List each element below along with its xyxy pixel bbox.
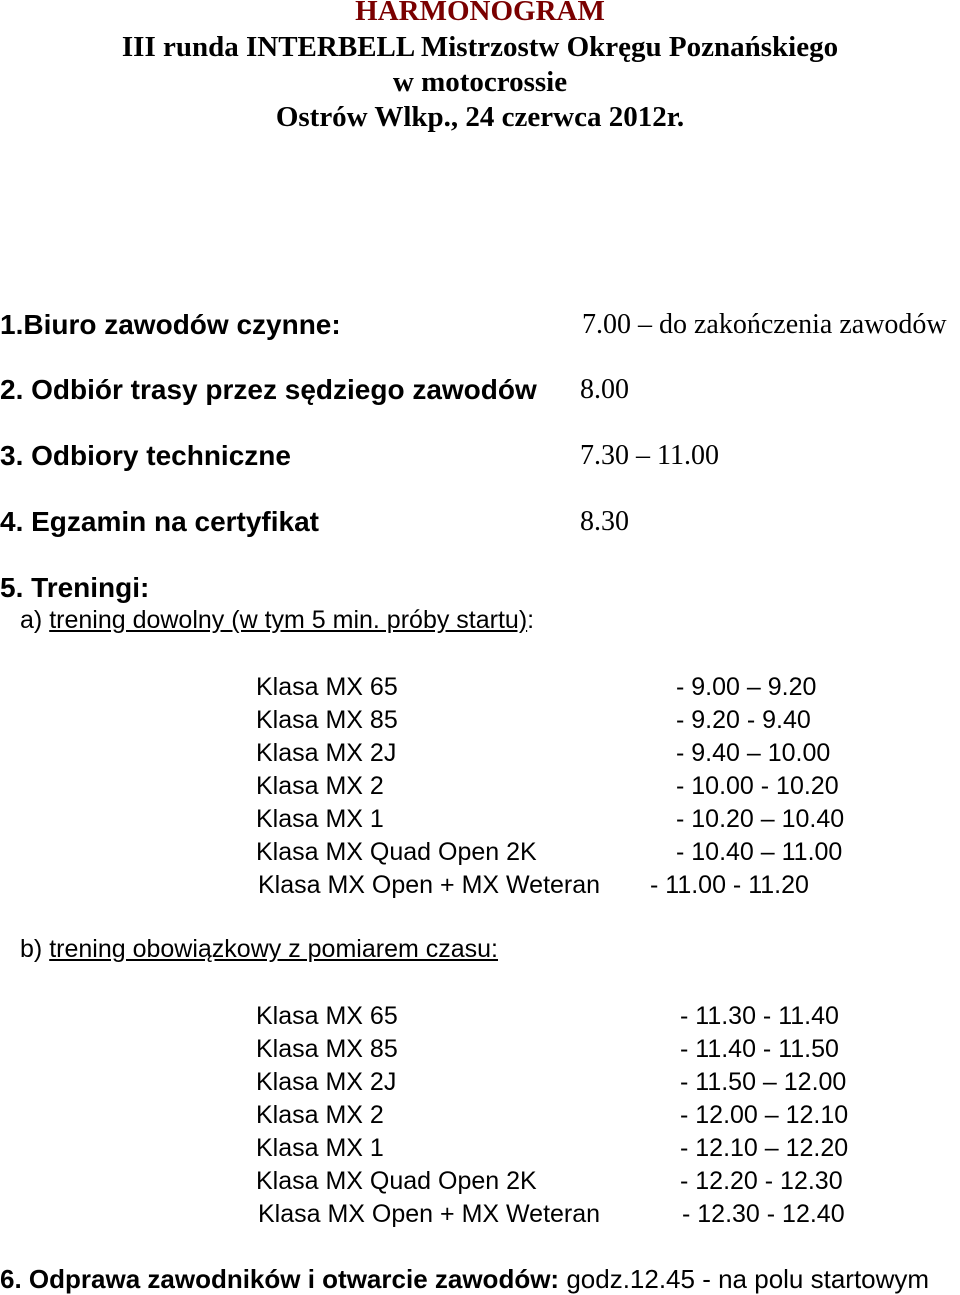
class-name: Klasa MX Quad Open 2K xyxy=(256,838,537,866)
class-name: Klasa MX 2 xyxy=(256,772,384,800)
schedule-item-trainings xyxy=(0,572,149,605)
training-b-label: trening obowiązkowy z pomiarem czasu: xyxy=(49,935,498,963)
schedule-item-briefing xyxy=(0,1264,929,1295)
class-name: Klasa MX 1 xyxy=(256,805,384,833)
item-label: 2. Odbiór trasy przez sędziego zawodów xyxy=(0,374,537,405)
class-name: Klasa MX Open + MX Weteran xyxy=(258,1200,601,1228)
training-a-prefix: a) xyxy=(20,606,50,634)
item-value: 8.00 xyxy=(580,374,629,405)
class-time: - 10.40 – 11.00 xyxy=(676,838,843,866)
training-a-label: trening dowolny (w tym 5 min. próby startu) xyxy=(49,606,528,634)
class-name: Klasa MX 85 xyxy=(256,706,398,734)
class-time: - 11.50 – 12.00 xyxy=(680,1068,847,1096)
class-name: Klasa MX 1 xyxy=(256,1134,384,1162)
class-time: - 12.30 - 12.40 xyxy=(682,1200,845,1228)
class-time: - 12.20 - 12.30 xyxy=(680,1167,843,1195)
schedule-item-track xyxy=(0,374,629,407)
briefing-value: godz.12.45 - na polu startowym xyxy=(566,1264,930,1294)
training-b-heading xyxy=(20,935,498,964)
class-name: Klasa MX 2J xyxy=(256,739,397,767)
event-name: III runda INTERBELL Mistrzostw Okręgu Poznańskiego xyxy=(121,31,839,63)
class-time: - 10.00 - 10.20 xyxy=(676,772,839,800)
class-time: - 11.30 - 11.40 xyxy=(680,1002,839,1030)
class-name: Klasa MX 2J xyxy=(256,1068,397,1096)
class-name: Klasa MX 65 xyxy=(256,1002,398,1030)
item-value: 7.30 – 11.00 xyxy=(580,440,719,471)
item-value: 7.00 – do zakończenia zawodów xyxy=(582,309,947,340)
class-time: - 9.00 – 9.20 xyxy=(676,673,817,701)
event-place-date: Ostrów Wlkp., 24 czerwca 2012r. xyxy=(275,101,685,133)
schedule-item-exam xyxy=(0,506,629,539)
class-name: Klasa MX 65 xyxy=(256,673,398,701)
class-time: - 9.40 – 10.00 xyxy=(676,739,831,767)
event-discipline: w motocrossie xyxy=(392,66,568,98)
class-name: Klasa MX Quad Open 2K xyxy=(256,1167,537,1195)
class-name: Klasa MX 2 xyxy=(256,1101,384,1129)
document-title: HARMONOGRAM xyxy=(355,0,605,27)
class-name: Klasa MX 85 xyxy=(256,1035,398,1063)
training-b-prefix: b) xyxy=(20,935,50,963)
item-label: 1.Biuro zawodów czynne: xyxy=(0,309,341,340)
class-time: - 10.20 – 10.40 xyxy=(676,805,845,833)
schedule-item-office xyxy=(0,309,947,342)
item-label: 5. Treningi: xyxy=(0,572,150,603)
class-name: Klasa MX Open + MX Weteran xyxy=(258,871,601,899)
briefing-label: 6. Odprawa zawodników i otwarcie zawodów: xyxy=(0,1264,567,1294)
class-time: - 11.00 - 11.20 xyxy=(650,871,809,899)
class-time: - 12.00 – 12.10 xyxy=(680,1101,849,1129)
class-time: - 9.20 - 9.40 xyxy=(676,706,811,734)
training-a-heading xyxy=(20,606,534,635)
item-label: 4. Egzamin na certyfikat xyxy=(0,506,320,537)
item-label: 3. Odbiory techniczne xyxy=(0,440,291,471)
class-time: - 12.10 – 12.20 xyxy=(680,1134,849,1162)
schedule-item-technical xyxy=(0,440,719,473)
training-a-suffix: : xyxy=(527,606,535,634)
item-value: 8.30 xyxy=(580,506,629,537)
class-time: - 11.40 - 11.50 xyxy=(680,1035,839,1063)
